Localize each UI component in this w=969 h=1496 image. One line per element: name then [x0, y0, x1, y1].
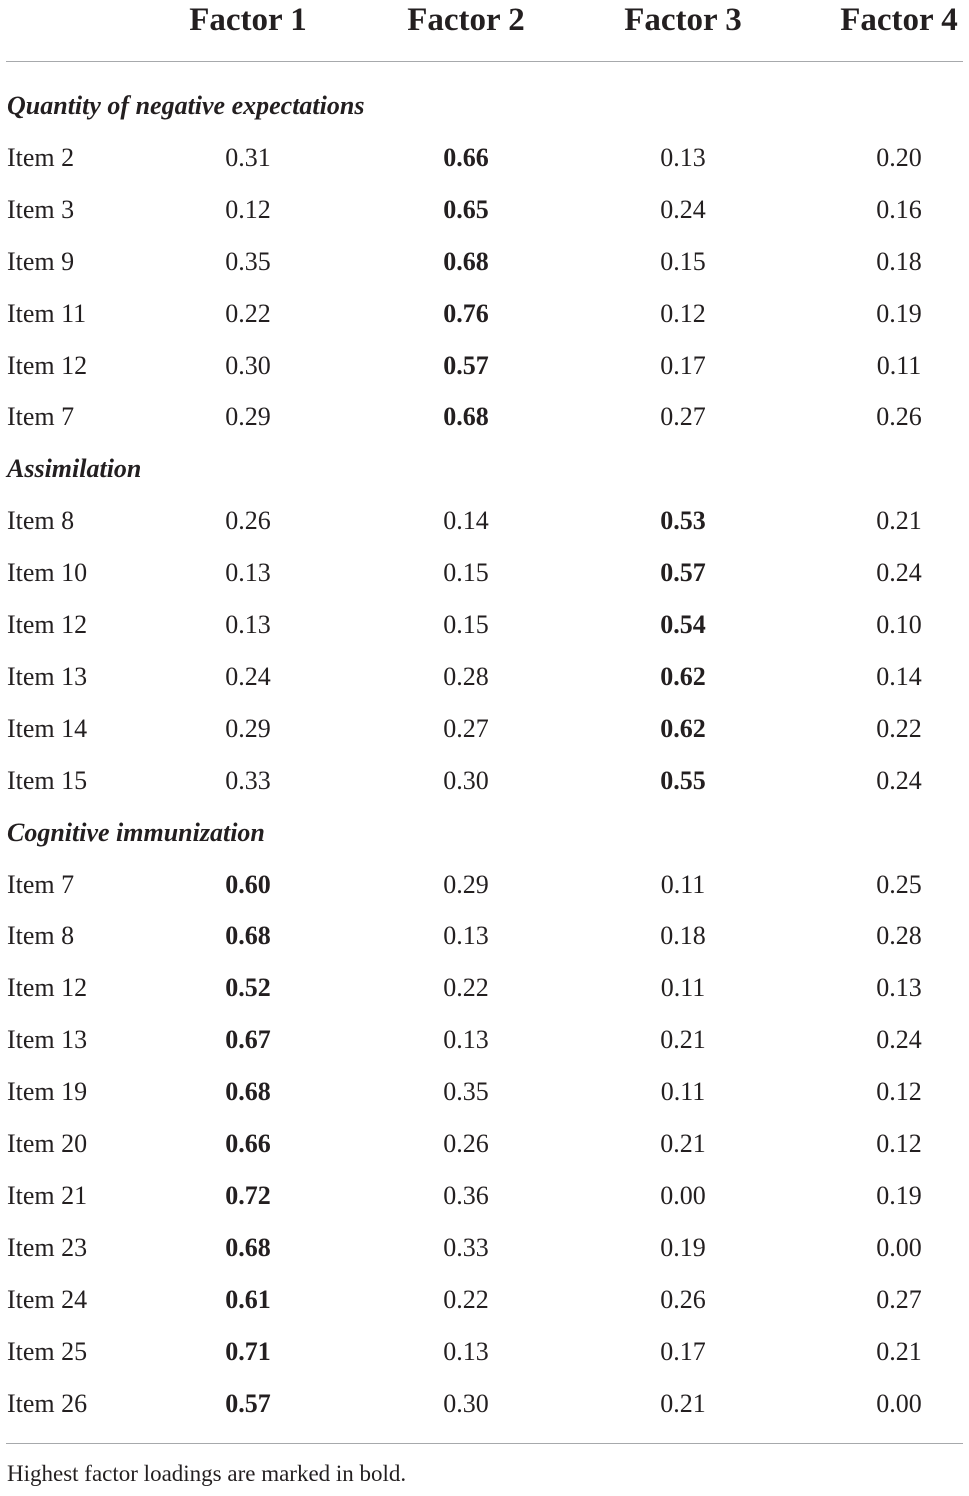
- header-divider: [6, 61, 963, 62]
- loading-value-factor-2: 0.68: [443, 402, 489, 432]
- column-header-factor-3: Factor 3: [624, 2, 742, 38]
- loading-value-factor-1: 0.30: [225, 350, 271, 380]
- table-row: [0, 1222, 969, 1274]
- item-label: Item 19: [7, 1077, 88, 1107]
- section-title: Quantity of negative expectations: [7, 91, 365, 120]
- table-row: [0, 391, 969, 443]
- loading-value-factor-4: 0.22: [876, 713, 922, 743]
- loading-value-factor-3: 0.00: [660, 1180, 706, 1210]
- table-row: [0, 599, 969, 651]
- loading-value-factor-2: 0.13: [443, 1025, 489, 1055]
- loading-value-factor-4: 0.20: [876, 142, 922, 172]
- loading-value-factor-2: 0.28: [443, 661, 489, 691]
- loading-value-factor-3: 0.24: [660, 194, 706, 224]
- loading-value-factor-3: 0.19: [660, 1232, 706, 1262]
- item-label: Item 12: [7, 973, 88, 1003]
- item-label: Item 21: [7, 1180, 88, 1210]
- loading-value-factor-1: 0.29: [225, 713, 271, 743]
- loading-value-factor-2: 0.15: [443, 610, 489, 639]
- loading-value-factor-2: 0.27: [443, 713, 489, 743]
- loading-value-factor-3: 0.55: [660, 765, 706, 795]
- loading-value-factor-2: 0.15: [443, 558, 489, 588]
- loading-value-factor-4: 0.27: [876, 1284, 922, 1314]
- loading-value-factor-4: 0.12: [876, 1129, 922, 1158]
- table-row: [0, 1170, 969, 1222]
- item-label: Item 23: [7, 1232, 88, 1262]
- item-label: Item 8: [7, 921, 75, 951]
- loading-value-factor-1: 0.72: [225, 1180, 271, 1210]
- item-label: Item 8: [7, 506, 75, 536]
- loading-value-factor-2: 0.36: [443, 1180, 489, 1210]
- loading-value-factor-2: 0.33: [443, 1232, 489, 1262]
- loading-value-factor-3: 0.53: [660, 506, 706, 536]
- loading-value-factor-1: 0.68: [225, 921, 271, 951]
- loading-value-factor-4: 0.14: [876, 661, 922, 691]
- table-row: [0, 1118, 969, 1170]
- loading-value-factor-4: 0.11: [876, 350, 922, 380]
- item-label: Item 14: [7, 713, 88, 743]
- table-row: [0, 1066, 969, 1118]
- loading-value-factor-1: 0.68: [225, 1232, 271, 1262]
- loading-value-factor-4: 0.21: [876, 1336, 922, 1366]
- table-row: [0, 184, 969, 236]
- table-row: [0, 495, 969, 547]
- item-label: Item 24: [7, 1284, 88, 1314]
- section-header-row: [0, 443, 969, 495]
- loading-value-factor-3: 0.17: [660, 350, 706, 380]
- loading-value-factor-4: 0.19: [876, 298, 922, 328]
- loading-value-factor-2: 0.35: [443, 1077, 489, 1107]
- table-row: [0, 651, 969, 703]
- table-header-row: [0, 0, 969, 40]
- loading-value-factor-3: 0.62: [660, 713, 706, 743]
- loading-value-factor-4: 0.16: [876, 194, 922, 224]
- loading-value-factor-4: 0.12: [876, 1077, 922, 1107]
- table-row: [0, 236, 969, 288]
- loading-value-factor-3: 0.27: [660, 402, 706, 432]
- loading-value-factor-1: 0.13: [225, 610, 271, 639]
- loading-value-factor-4: 0.24: [876, 558, 922, 588]
- table-row: [0, 1014, 969, 1066]
- loading-value-factor-1: 0.60: [225, 869, 271, 899]
- item-label: Item 7: [7, 402, 75, 432]
- loading-value-factor-1: 0.26: [225, 506, 271, 536]
- item-label: Item 3: [7, 194, 75, 224]
- loading-value-factor-2: 0.65: [443, 194, 489, 224]
- table-row: [0, 962, 969, 1014]
- item-label: Item 15: [7, 765, 88, 795]
- loading-value-factor-1: 0.24: [225, 661, 271, 691]
- loading-value-factor-4: 0.00: [876, 1388, 922, 1418]
- loading-value-factor-3: 0.17: [660, 1336, 706, 1366]
- loading-value-factor-3: 0.15: [660, 246, 706, 276]
- table-row: [0, 1326, 969, 1378]
- loading-value-factor-3: 0.11: [660, 973, 706, 1003]
- table-row: [0, 859, 969, 911]
- loading-value-factor-2: 0.68: [443, 246, 489, 276]
- loading-value-factor-3: 0.54: [660, 610, 706, 639]
- loading-value-factor-3: 0.21: [660, 1388, 706, 1418]
- section-title: Assimilation: [7, 454, 142, 484]
- loading-value-factor-3: 0.11: [660, 1077, 706, 1107]
- table-row: [0, 132, 969, 184]
- table-footnote: Highest factor loadings are marked in bold.: [7, 1461, 407, 1486]
- loading-value-factor-1: 0.67: [225, 1025, 271, 1055]
- item-label: Item 12: [7, 350, 88, 380]
- loading-value-factor-1: 0.61: [225, 1284, 271, 1314]
- loading-value-factor-4: 0.10: [876, 610, 922, 639]
- item-label: Item 13: [7, 661, 88, 691]
- loading-value-factor-1: 0.66: [225, 1129, 271, 1158]
- loading-value-factor-2: 0.22: [443, 973, 489, 1003]
- loading-value-factor-1: 0.57: [225, 1388, 271, 1418]
- loading-value-factor-2: 0.13: [443, 1336, 489, 1366]
- loading-value-factor-3: 0.62: [660, 661, 706, 691]
- loading-value-factor-3: 0.26: [660, 1284, 706, 1314]
- loading-value-factor-1: 0.29: [225, 402, 271, 432]
- loading-value-factor-4: 0.19: [876, 1180, 922, 1210]
- loading-value-factor-3: 0.21: [660, 1129, 706, 1158]
- loading-value-factor-4: 0.13: [876, 973, 922, 1003]
- loading-value-factor-2: 0.30: [443, 1388, 489, 1418]
- loading-value-factor-4: 0.28: [876, 921, 922, 951]
- table-row: [0, 547, 969, 599]
- loading-value-factor-1: 0.68: [225, 1077, 271, 1107]
- loading-value-factor-4: 0.24: [876, 1025, 922, 1055]
- loading-value-factor-1: 0.33: [225, 765, 271, 795]
- loading-value-factor-2: 0.14: [443, 506, 489, 536]
- table-row: [0, 703, 969, 755]
- item-label: Item 9: [7, 246, 75, 276]
- item-label: Item 20: [7, 1129, 88, 1158]
- loading-value-factor-2: 0.22: [443, 1284, 489, 1314]
- loading-value-factor-1: 0.31: [225, 142, 271, 172]
- table-row: [0, 910, 969, 962]
- loading-value-factor-1: 0.71: [225, 1336, 271, 1366]
- table-row: [0, 288, 969, 340]
- loading-value-factor-4: 0.00: [876, 1232, 922, 1262]
- item-label: Item 2: [7, 142, 75, 172]
- loading-value-factor-1: 0.13: [225, 558, 271, 588]
- table-row: [0, 340, 969, 392]
- item-label: Item 25: [7, 1336, 88, 1366]
- loading-value-factor-1: 0.52: [225, 973, 271, 1003]
- table-row: [0, 755, 969, 807]
- loading-value-factor-4: 0.25: [876, 869, 922, 899]
- table-row: [0, 1274, 969, 1326]
- item-label: Item 11: [7, 298, 87, 328]
- loading-value-factor-2: 0.26: [443, 1129, 489, 1158]
- loading-value-factor-2: 0.57: [443, 350, 489, 380]
- item-label: Item 7: [7, 869, 75, 899]
- column-header-factor-2: Factor 2: [407, 2, 525, 38]
- loading-value-factor-3: 0.18: [660, 921, 706, 951]
- loading-value-factor-1: 0.35: [225, 246, 271, 276]
- loading-value-factor-3: 0.12: [660, 298, 706, 328]
- section-header-row: [0, 807, 969, 859]
- loading-value-factor-2: 0.66: [443, 142, 489, 172]
- loading-value-factor-3: 0.13: [660, 142, 706, 172]
- footer-divider: [6, 1443, 963, 1444]
- column-header-factor-1: Factor 1: [189, 2, 307, 38]
- item-label: Item 12: [7, 610, 88, 639]
- loading-value-factor-2: 0.76: [443, 298, 489, 328]
- loading-value-factor-4: 0.21: [876, 506, 922, 536]
- item-label: Item 13: [7, 1025, 88, 1055]
- loading-value-factor-4: 0.18: [876, 246, 922, 276]
- loading-value-factor-2: 0.30: [443, 765, 489, 795]
- column-header-factor-4: Factor 4: [840, 2, 958, 38]
- loading-value-factor-3: 0.57: [660, 558, 706, 588]
- loading-value-factor-1: 0.22: [225, 298, 271, 328]
- loading-value-factor-1: 0.12: [225, 194, 271, 224]
- loading-value-factor-3: 0.11: [660, 869, 706, 899]
- loading-value-factor-4: 0.26: [876, 402, 922, 432]
- table-row: [0, 1378, 969, 1430]
- loading-value-factor-2: 0.13: [443, 921, 489, 951]
- item-label: Item 26: [7, 1388, 88, 1418]
- loading-value-factor-3: 0.21: [660, 1025, 706, 1055]
- section-header-row: [0, 80, 969, 132]
- loading-value-factor-4: 0.24: [876, 765, 922, 795]
- item-label: Item 10: [7, 558, 88, 588]
- section-title: Cognitive immunization: [7, 817, 265, 847]
- loading-value-factor-2: 0.29: [443, 869, 489, 899]
